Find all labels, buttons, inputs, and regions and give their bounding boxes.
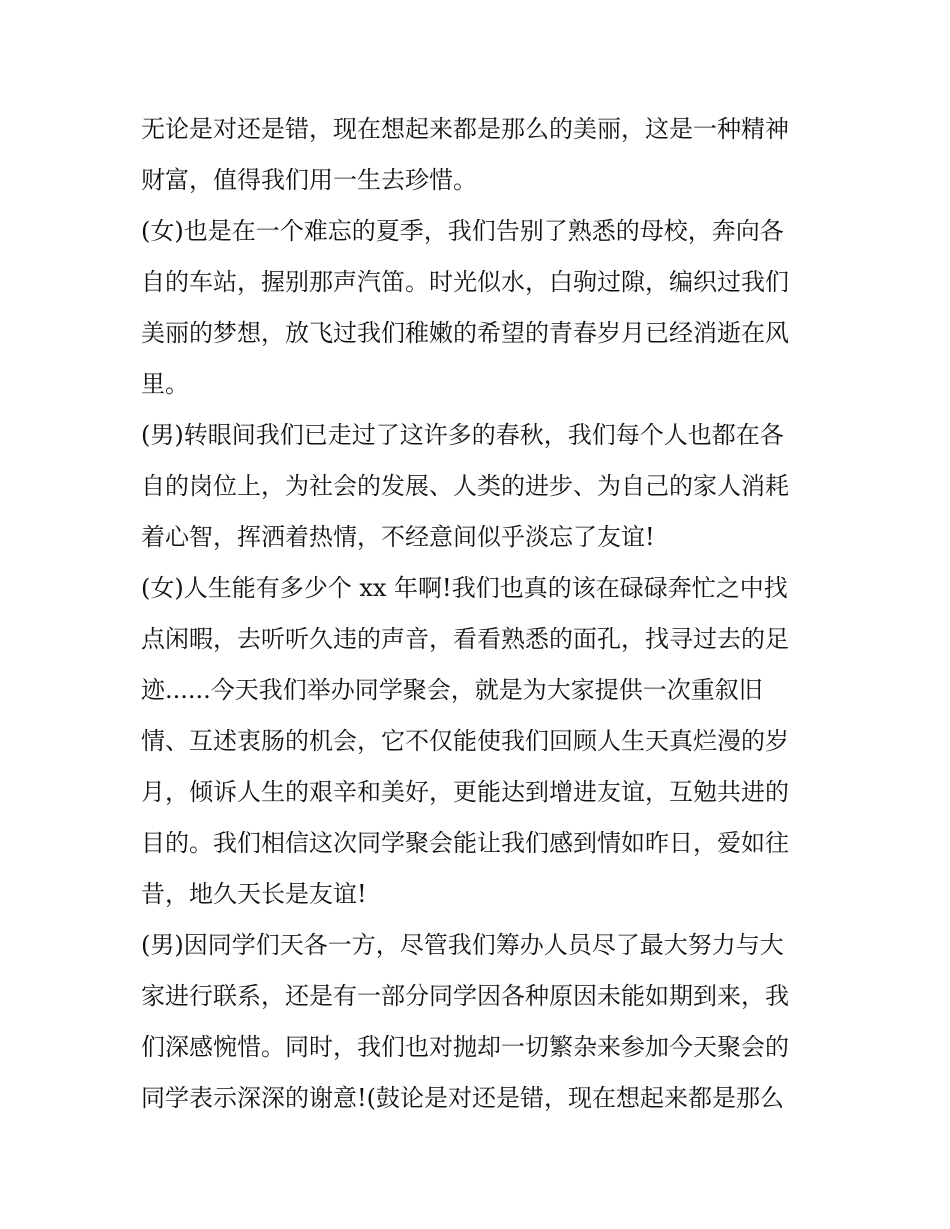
text-line: 目的。我们相信这次同学聚会能让我们感到情如昨日，爱如往	[141, 829, 789, 857]
text-line: 里。	[141, 370, 189, 398]
text-line: 们深感惋惜。同时，我们也对抛却一切繁杂来参加今天聚会的	[141, 1033, 789, 1061]
text-line: 月，倾诉人生的艰辛和美好，更能达到增进友谊，互勉共进的	[141, 778, 789, 806]
text-line: 无论是对还是错，现在想起来都是那么的美丽，这是一种精神	[141, 115, 789, 143]
text-line: 着心智，挥洒着热情，不经意间似乎淡忘了友谊!	[141, 523, 655, 551]
text-line: 美丽的梦想，放飞过我们稚嫩的希望的青春岁月已经消逝在风	[141, 319, 789, 347]
text-line: 家进行联系，还是有一部分同学因各种原因未能如期到来，我	[141, 982, 789, 1010]
text-line: (女)人生能有多少个 xx 年啊!我们也真的该在碌碌奔忙之中找	[141, 574, 788, 602]
text-line: (男)因同学们天各一方，尽管我们筹办人员尽了最大努力与大	[141, 931, 784, 959]
text-line: 财富，值得我们用一生去珍惜。	[141, 166, 477, 194]
text-line: 点闲暇，去听听久违的声音，看看熟悉的面孔，找寻过去的足	[141, 625, 789, 653]
text-line: 同学表示深深的谢意!(鼓论是对还是错，现在想起来都是那么	[141, 1084, 785, 1112]
text-line: 自的车站，握别那声汽笛。时光似水，白驹过隙，编织过我们	[141, 268, 789, 296]
text-line: (女)也是在一个难忘的夏季，我们告别了熟悉的母校，奔向各	[141, 217, 784, 245]
text-line: 情、互述衷肠的机会，它不仅能使我们回顾人生天真烂漫的岁	[141, 727, 789, 755]
document-body	[141, 104, 813, 1124]
text-line: 迹......今天我们举办同学聚会，就是为大家提供一次重叙旧	[141, 676, 763, 704]
text-line: 自的岗位上，为社会的发展、人类的进步、为自己的家人消耗	[141, 472, 789, 500]
text-line: (男)转眼间我们已走过了这许多的春秋，我们每个人也都在各	[141, 421, 784, 449]
text-line: 昔，地久天长是友谊!	[141, 880, 367, 908]
